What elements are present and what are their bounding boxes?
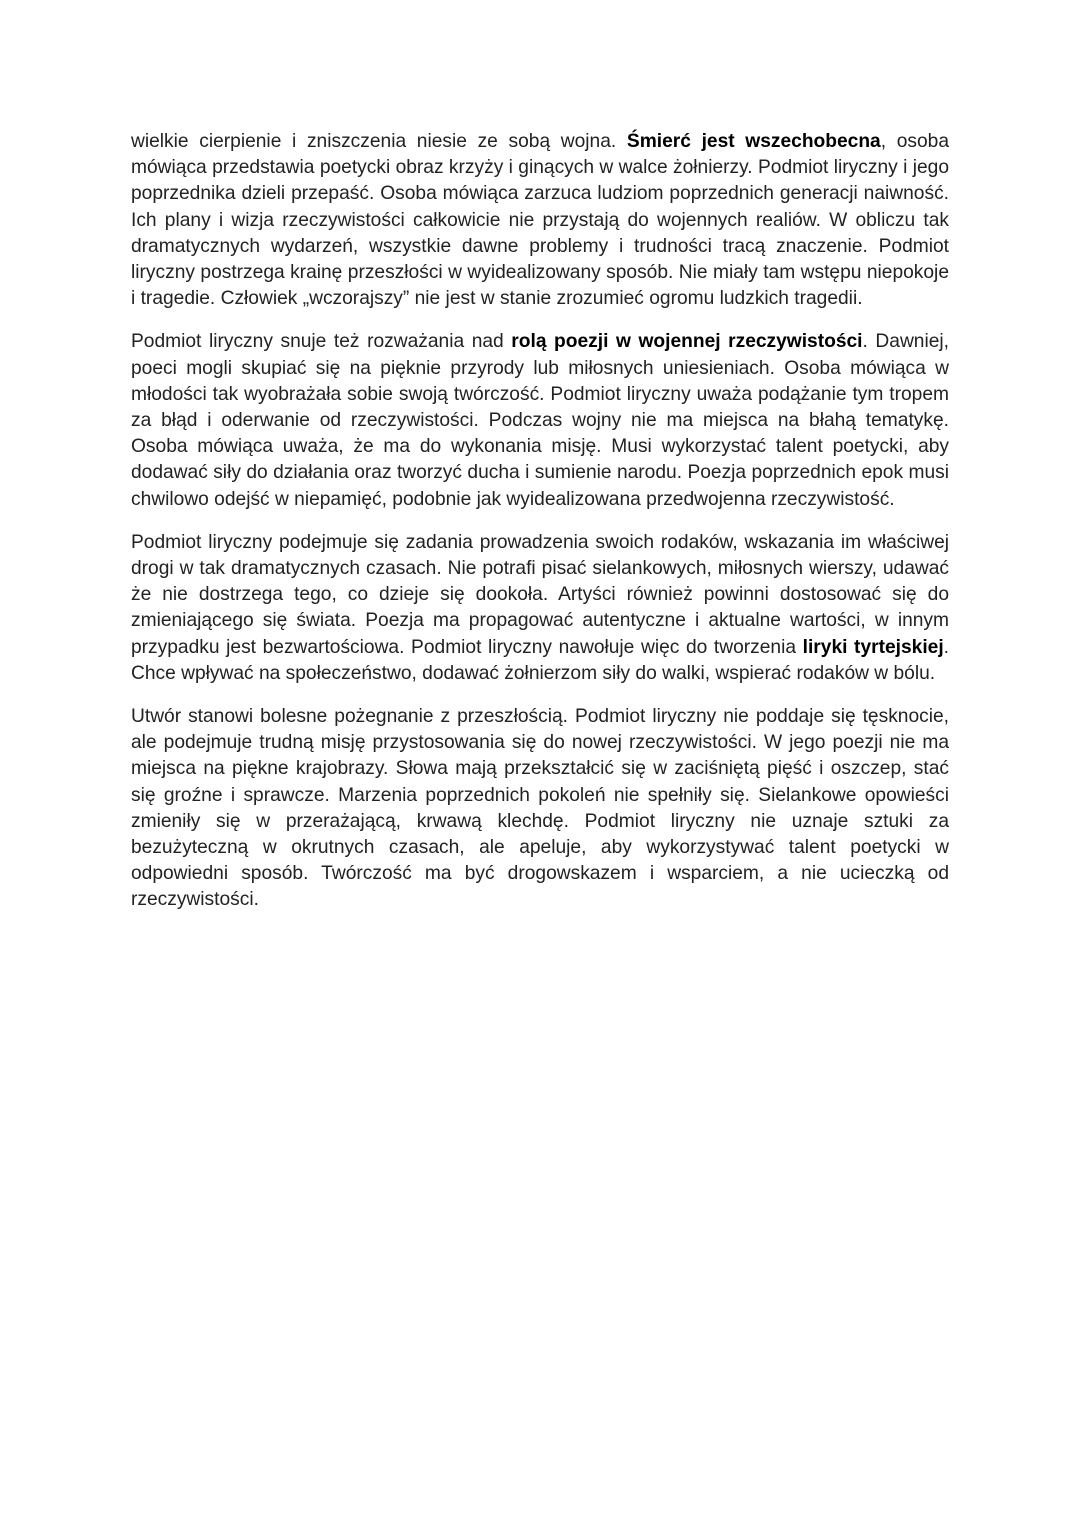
- document-page: [131, 129, 949, 931]
- paragraph-4: [131, 704, 949, 914]
- paragraph-1-text-1: wielkie cierpienie i zniszczenia niesie ze sobą wojna.: [131, 131, 627, 152]
- paragraph-2-bold-phrase: rolą poezji w wojennej rzeczywistości: [511, 331, 863, 353]
- paragraph-1: [131, 129, 949, 312]
- paragraph-2-text-1: Podmiot liryczny snuje też rozważania nad: [131, 331, 512, 353]
- paragraph-2: [131, 329, 949, 512]
- paragraph-3-bold-phrase: liryki tyrtejskiej: [802, 636, 944, 658]
- paragraph-2-text-2: . Dawniej, poeci mogli skupiać się na pięknie przyrody lub miłosnych uniesieniach. Osoba mówiąca w młodości tak wyobrażała sobie swoją twórczość. Podmiot liryczny uważa podążanie tym tropem za błąd i oderwanie od rzeczywistości. Podczas wojny nie ma miejsca na błahą tematykę. Osoba mówiąca uważa, że ma do wykonania misję. Musi wykorzystać talent poetycki, aby dodawać siły do działania oraz tworzyć ducha i sumienie narodu. Poezja poprzednich epok musi chwilowo odejść w niepamięć, podobnie jak wyidealizowana przedwojenna rzeczywistość.: [131, 331, 949, 510]
- paragraph-3: [131, 530, 949, 687]
- paragraph-1-text-2: , osoba mówiąca przedstawia poetycki obraz krzyży i ginących w walce żołnierzy. Podmiot liryczny i jego poprzednika dzieli przepaść. Osoba mówiąca zarzuca ludziom poprzednich generacji naiwność. Ich plany i wizja rzeczywistości całkowicie nie przystają do wojennych realiów. W obliczu tak dramatycznych wydarzeń, wszystkie dawne problemy i trudności tracą znaczenie. Podmiot liryczny postrzega krainę przeszłości w wyidealizowany sposób. Nie miały tam wstępu niepokoje i tragedie. Człowiek „wczorajszy” nie jest w stanie zrozumieć ogromu ludzkich tragedii.: [131, 131, 949, 310]
- paragraph-3-text-1: Podmiot liryczny podejmuje się zadania prowadzenia swoich rodaków, wskazania im właściwej drogi w tak dramatycznych czasach. Nie potrafi pisać sielankowych, miłosnych wierszy, udawać że nie dostrzega tego, co dzieje się dookoła. Artyści również powinni dostosować się do zmieniającego się świata. Poezja ma propagować autentyczne i aktualne wartości, w innym przypadku jest bezwartościowa. Podmiot liryczny nawołuje więc do tworzenia: [131, 531, 949, 658]
- paragraph-1-bold-phrase: Śmierć jest wszechobecna: [626, 131, 881, 152]
- paragraph-4-text-1: Utwór stanowi bolesne pożegnanie z przeszłością. Podmiot liryczny nie poddaje się tęsknocie, ale podejmuje trudną misję przystosowania się do nowej rzeczywistości. W jego poezji nie ma miejsca na piękne krajobrazy. Słowa mają przekształcić się w zaciśniętą pięść i oszczep, stać się groźne i sprawcze. Marzenia poprzednich pokoleń nie spełniły się. Sielankowe opowieści zmieniły się w przerażającą, krwawą klechdę. Podmiot liryczny nie uznaje sztuki za bezużyteczną w okrutnych czasach, ale apeluje, aby wykorzystywać talent poetycki w odpowiedni sposób. Twórczość ma być drogowskazem i wsparciem, a nie ucieczką od rzeczywistości.: [131, 706, 949, 911]
- paragraph-3-text-2: . Chce wpływać na społeczeństwo, dodawać żołnierzom siły do walki, wspierać rodaków w bólu.: [131, 636, 949, 684]
